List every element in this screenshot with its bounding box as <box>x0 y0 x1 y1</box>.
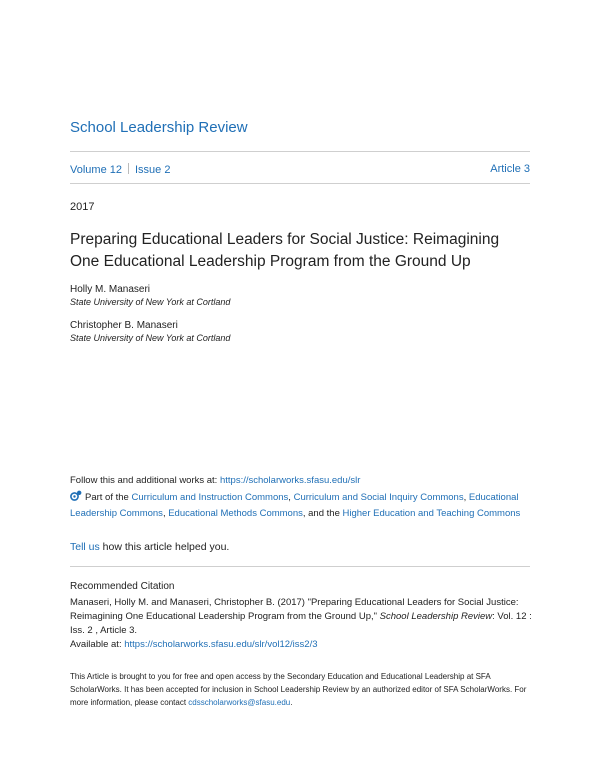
article-link[interactable]: Article 3 <box>490 163 530 175</box>
follow-link[interactable]: https://scholarworks.sfasu.edu/slr <box>219 475 361 486</box>
citation-text: Manaseri, Holly M. and Manaseri, Christopher B. (2017) "Preparing Educational Leaders for Social Justice: Reimagining One Educational Leadership Program from the Ground Up," <box>70 597 519 622</box>
top-divider <box>70 151 530 152</box>
available-at-label: Available at: <box>70 639 125 650</box>
recommended-citation <box>70 596 540 652</box>
commons-separator: , <box>288 492 294 503</box>
volume-link[interactable]: Volume 12 <box>70 164 122 176</box>
follow-line <box>70 473 530 489</box>
publication-year: 2017 <box>70 201 95 213</box>
author-affiliation: State University of New York at Cortland <box>70 297 231 307</box>
network-icon <box>70 490 82 502</box>
access-notice-end: . <box>290 698 293 707</box>
commons-link[interactable]: Educational Leadership Commons <box>70 492 519 519</box>
citation-url-link[interactable]: https://scholarworks.sfasu.edu/slr/vol12/iss2/3 <box>124 639 318 650</box>
tell-us-line <box>70 541 229 553</box>
commons-link[interactable]: Curriculum and Instruction Commons <box>131 492 289 503</box>
part-of-commons <box>70 490 540 522</box>
commons-separator: , <box>162 508 169 519</box>
recommended-citation-heading: Recommended Citation <box>70 581 175 592</box>
access-notice <box>70 670 540 709</box>
author-affiliation: State University of New York at Cortland <box>70 333 231 343</box>
author-name: Holly M. Manaseri <box>70 284 151 295</box>
citation-divider <box>70 566 530 567</box>
volume-issue-separator <box>128 163 129 174</box>
issue-link[interactable]: Issue 2 <box>134 164 171 176</box>
part-of-prefix: Part of the <box>85 492 132 503</box>
citation-tail: : Vol. 12 : Iss. 2 , Article 3. <box>70 611 532 636</box>
contact-email-link[interactable]: cdsscholarworks@sfasu.edu <box>188 698 291 707</box>
commons-link[interactable]: Higher Education and Teaching Commons <box>342 508 521 519</box>
commons-and-the: , and the <box>302 508 343 519</box>
journal-title[interactable]: School Leadership Review <box>70 119 248 136</box>
access-notice-text: This Article is brought to you for free and open access by the Secondary Education and Educational Leadership at SFA ScholarWorks. It has been accepted for inclusion in School Leadership Review by an authorized editor of SFA ScholarWorks. For more information, please contact <box>70 672 527 707</box>
commons-link[interactable]: Curriculum and Social Inquiry Commons <box>293 492 464 503</box>
article-title: Preparing Educational Leaders for Social Justice: Reimagining One Educational Leadership Program from the Ground Up <box>70 231 500 270</box>
tell-us-link[interactable]: Tell us <box>70 541 100 553</box>
volume-issue-line <box>70 163 530 176</box>
citation-journal: School Leadership Review <box>379 611 493 622</box>
follow-text: Follow this and additional works at: <box>70 475 220 486</box>
commons-separator: , <box>463 492 469 503</box>
tell-us-text: how this article helped you. <box>99 541 230 553</box>
author-name: Christopher B. Manaseri <box>70 320 178 331</box>
bottom-divider <box>70 183 530 184</box>
commons-link[interactable]: Educational Methods Commons <box>168 508 303 519</box>
